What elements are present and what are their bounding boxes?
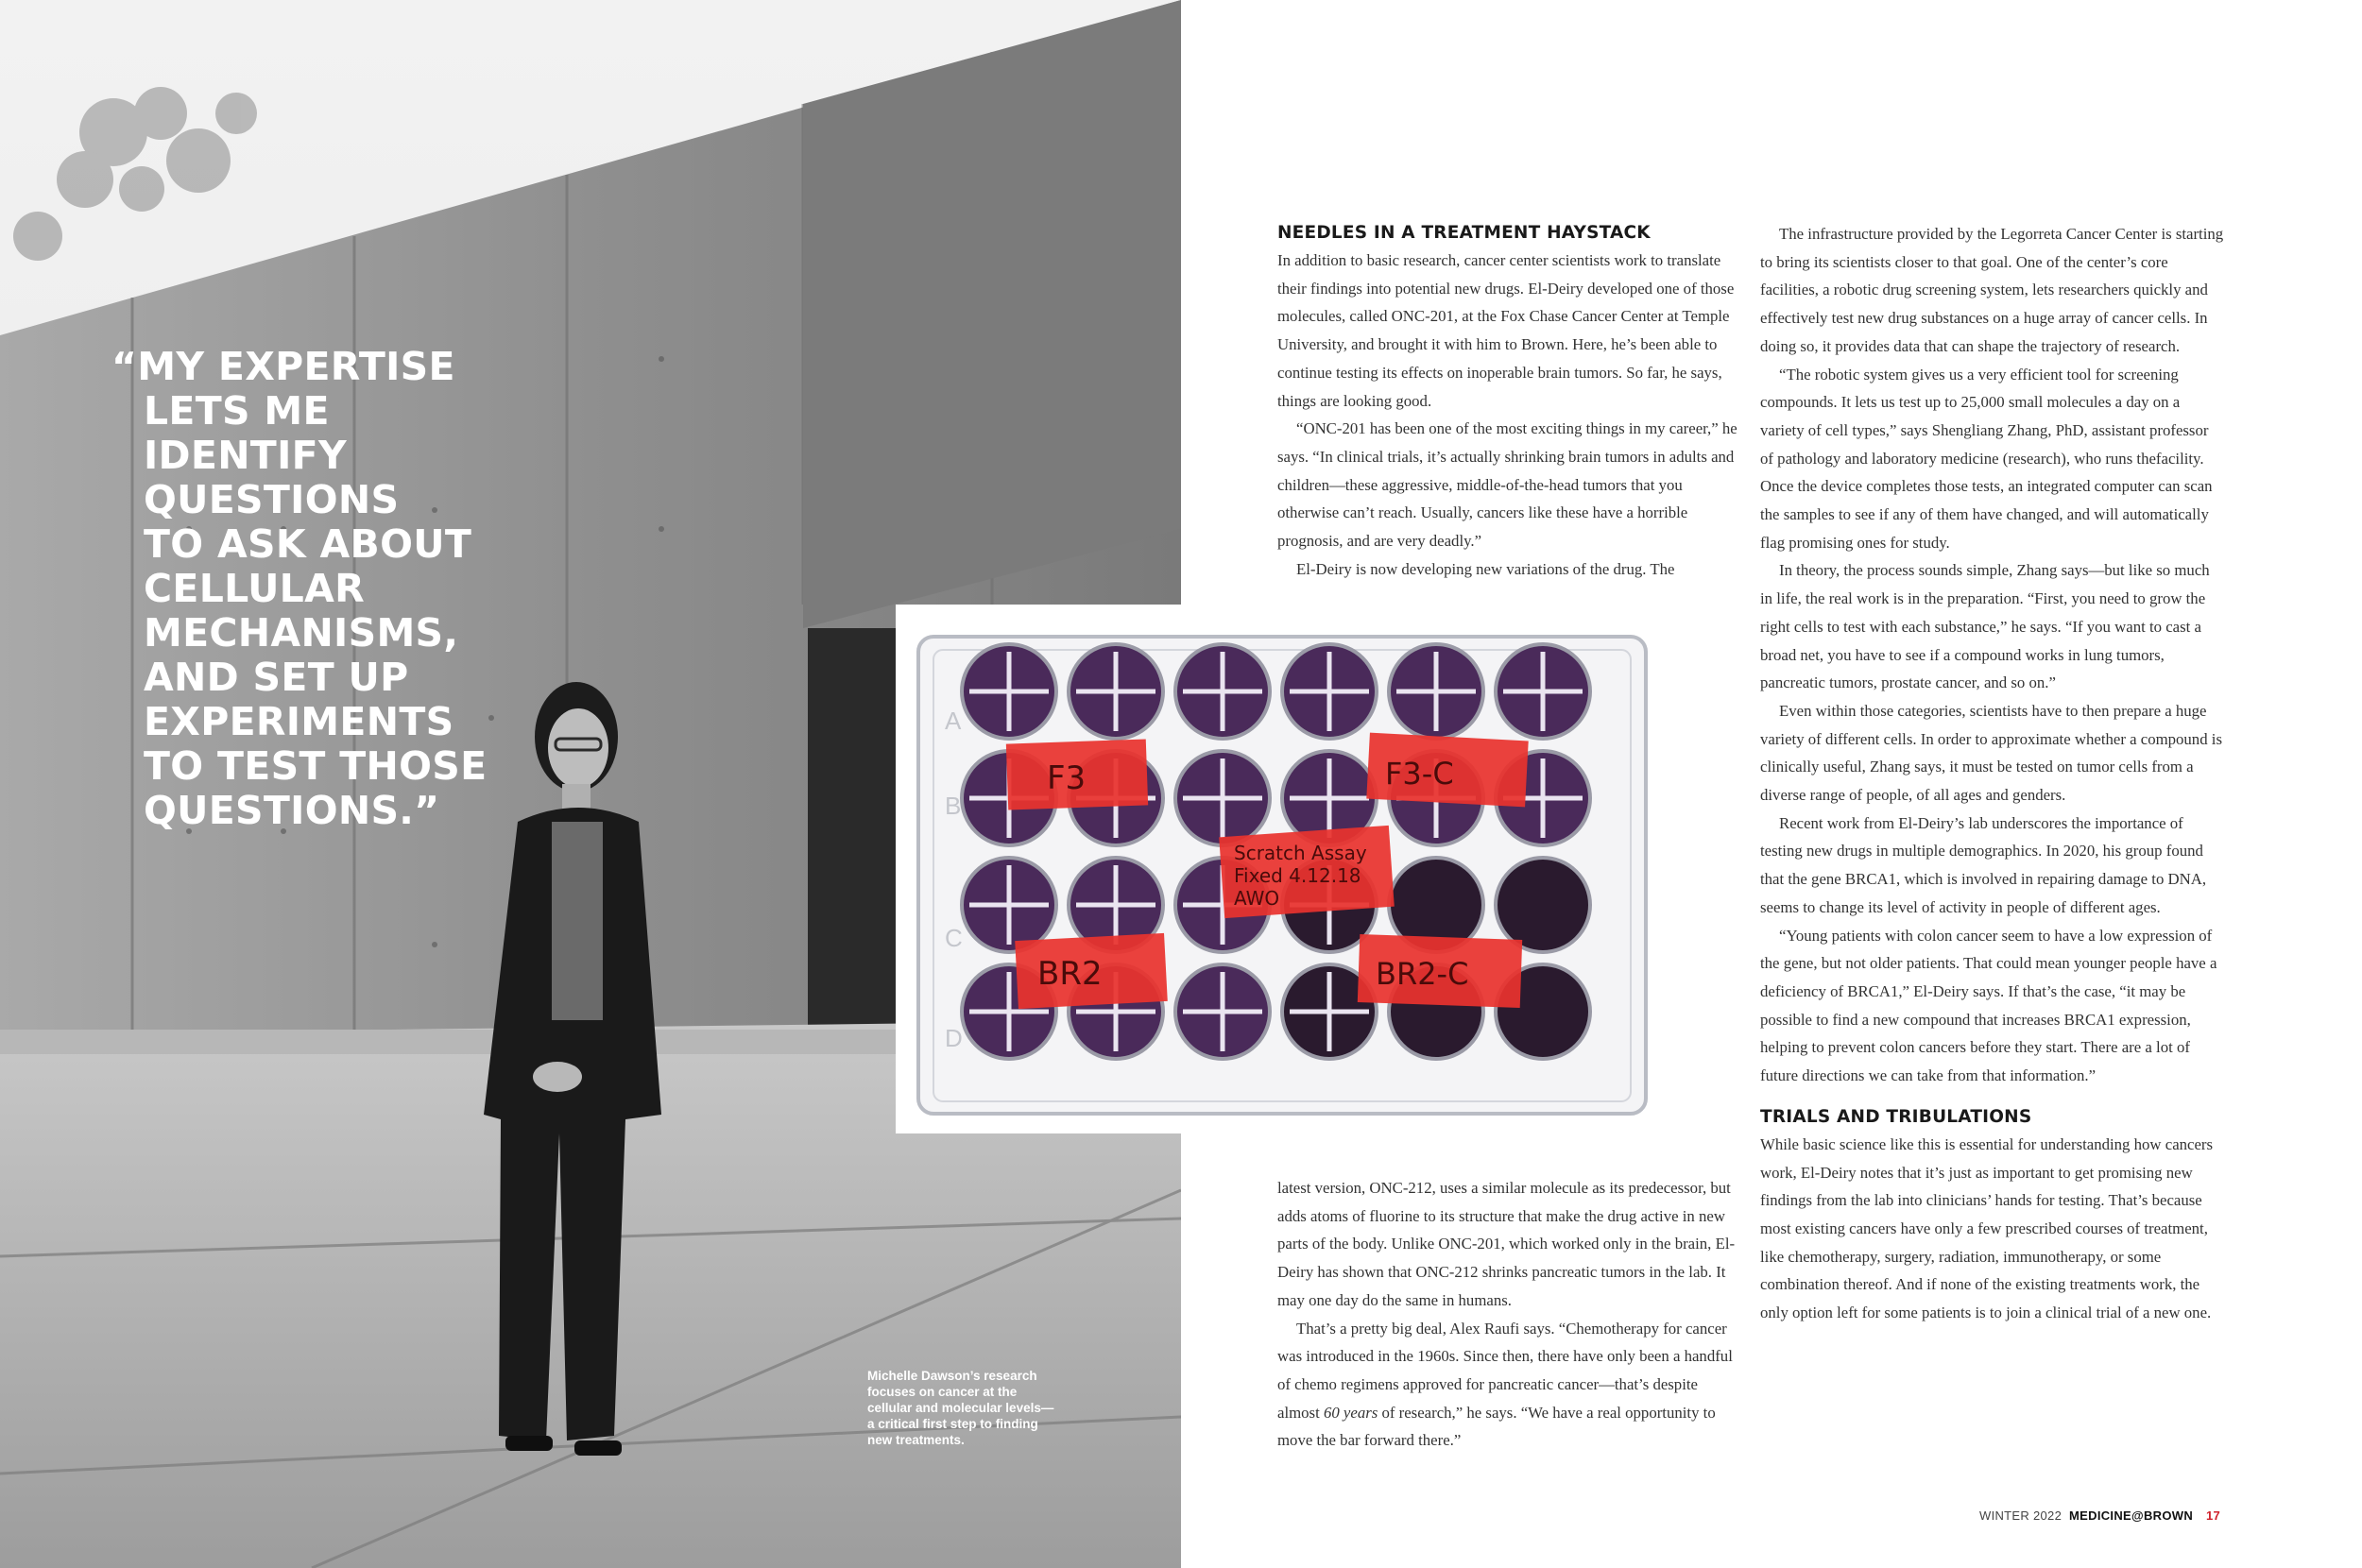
- tape-label-br2-c: [1358, 934, 1522, 1008]
- svg-text:F3-C: F3-C: [1385, 756, 1454, 792]
- article-paragraph: El-Deiry is now developing new variations of the drug. The: [1296, 559, 1675, 578]
- article-paragraph: “The robotic system gives us a very efficient tool for screening compounds. It lets us test up to 25,000 small molecules a day on a variety of cell types,” says Shengliang Zhang, PhD, assistant professor of pathology and laboratory medicine (research), who runs thefacility. Once the device completes those tests, an integrated computer can scan the samples to see if any of them have changed, and will automatically flag promising ones for study.: [1760, 365, 2213, 552]
- pull-quote: [111, 345, 518, 833]
- svg-text:Scratch Assay: Scratch Assay: [1234, 842, 1367, 864]
- page-footer: [1979, 1508, 2220, 1523]
- emphasis-text: 60 years: [1323, 1403, 1378, 1422]
- row-letter: B: [945, 792, 962, 820]
- tape-label-f3: [1006, 739, 1148, 810]
- svg-text:AWO: AWO: [1234, 887, 1280, 910]
- article-paragraph: Recent work from El-Deiry’s lab underscores the importance of testing new drugs in multiple demographics. In 2020, his group found that the gene BRCA1, which is involved in repairing damage to DNA, seems to change its level of activity in people of different ages.: [1760, 813, 2207, 916]
- pull-quote-line: TO TEST THOSE: [144, 743, 488, 789]
- article-paragraph: That’s a pretty big deal, Alex Raufi says. “Chemotherapy for cancer was introduced in the 1960s. Since then, there have only been a handful of chemo regimens approved for pancreatic cancer—that’s despite almost 60 years of research,” he says. “We have a real opportunity to move the bar forward there.”: [1277, 1319, 1733, 1450]
- article-paragraph: “ONC-201 has been one of the most exciting things in my career,” he says. “In clinical trials, it’s actually shrinking brain tumors in adults and children—these aggressive, middle-of-the-head tumors that you otherwise can’t reach. Usually, cancers like these have a horrible prognosis, and are very deadly.”: [1277, 419, 1737, 551]
- article-column-2: [1760, 220, 2225, 1327]
- article-paragraph: Even within those categories, scientists have to then prepare a huge variety of different cells. In order to approximate whether a compound is clinically useful, Zhang says, it must be tested on tumor cells from a diverse range of people, of all ages and genders.: [1760, 701, 2222, 805]
- row-letter: C: [945, 924, 963, 952]
- pull-quote-line: CELLULAR: [144, 566, 366, 611]
- pull-quote-line: IDENTIFY: [144, 433, 347, 478]
- pull-quote-line: EXPERIMENTS: [144, 699, 454, 744]
- article-paragraph: In addition to basic research, cancer center scientists work to translate their findings into potential new drugs. El-Deiry developed one of those molecules, called ONC-201, at the Fox Chase Cancer Center at Temple University, and brought it with him to Brown. Here, he’s been able to continue testing its effects on inoperable brain tumors. So far, he says, things are looking good.: [1277, 251, 1735, 410]
- article-column-1-top: [1277, 219, 1740, 583]
- pull-quote-line: TO ASK ABOUT: [144, 521, 472, 567]
- article-paragraph: “Young patients with colon cancer seem to have a low expression of the gene, but not older patients. That could mean younger people have a deficiency of BRCA1,” El-Deiry says. If that’s the case, “it may be possible to find a new compound that increases BRCA1 expression, helping to prevent colon cancers before they start. There are a lot of future directions we can take from that information.”: [1760, 926, 2217, 1085]
- well-plate-illustration: [896, 605, 1737, 1133]
- publication-name: MEDICINE@BROWN: [2069, 1508, 2194, 1523]
- well: [1496, 858, 1590, 952]
- pull-quote-line: AND SET UP: [144, 655, 409, 700]
- tape-label-note: [1219, 826, 1395, 918]
- svg-text:Fixed 4.12.18: Fixed 4.12.18: [1234, 864, 1361, 887]
- article-paragraph: The infrastructure provided by the Legorreta Cancer Center is starting to bring its scientists closer to that goal. One of the center’s core facilities, a robotic drug screening system, lets researchers quickly and effectively test new drug substances on a huge array of cancer cells. In doing so, it provides data that can shape the trajectory of research.: [1760, 225, 2224, 355]
- page-number: 17: [2205, 1508, 2220, 1523]
- pull-quote-line: LETS ME: [144, 388, 330, 434]
- article-paragraph: While basic science like this is essential for understanding how cancers work, El-Deiry notes that it’s just as important to get promising new findings from the lab into clinicians’ hands for testing. That’s because most existing cancers have only a few prescribed courses of treatment, like chemotherapy, surgery, radiation, immunotherapy, or some combination thereof. And if none of the existing treatments work, the only option left for some patients is to join a clinical trial of a new one.: [1760, 1134, 2214, 1322]
- section-heading-trials: TRIALS AND TRIBULATIONS: [1760, 1106, 2032, 1127]
- row-letter: D: [945, 1024, 963, 1052]
- article-column-1-bottom: [1277, 1174, 1740, 1455]
- article-paragraph: In theory, the process sounds simple, Zhang says—but like so much in life, the real work is in the preparation. “First, you need to grow the right cells to test with each substance,” he says. “If you want to cast a broad net, you have to see if a compound works in lung tumors, pancreatic tumors, prostate cancer, and so on.”: [1760, 561, 2210, 692]
- issue-label: WINTER 2022: [1979, 1508, 2062, 1523]
- pull-quote-line: MECHANISMS,: [144, 610, 459, 656]
- pull-quote-line: QUESTIONS: [144, 477, 400, 522]
- svg-text:BR2-C: BR2-C: [1376, 956, 1469, 992]
- pull-quote-line: “MY EXPERTISE: [111, 344, 455, 389]
- tape-label-br2: [1015, 933, 1168, 1009]
- tape-label-f3-c: [1366, 733, 1528, 808]
- well-plate-photo: [896, 605, 1737, 1133]
- article-paragraph: latest version, ONC-212, uses a similar molecule as its predecessor, but adds atoms of fluorine to its structure that make the drug active in new parts of the body. Unlike ONC-201, which worked only in the brain, El-Deiry has shown that ONC-212 shrinks pancreatic tumors in the lab. It may one day do the same in humans.: [1277, 1179, 1736, 1309]
- photo-caption: Michelle Dawson’s research focuses on cancer at the cellular and molecular levels—a critical first step to finding new treatments.: [867, 1369, 1054, 1447]
- svg-text:F3: F3: [1047, 759, 1087, 797]
- row-letter: A: [945, 707, 962, 735]
- svg-text:BR2: BR2: [1037, 955, 1103, 993]
- section-heading-needles: NEEDLES IN A TREATMENT HAYSTACK: [1277, 223, 1651, 243]
- pull-quote-line: QUESTIONS.”: [144, 788, 440, 833]
